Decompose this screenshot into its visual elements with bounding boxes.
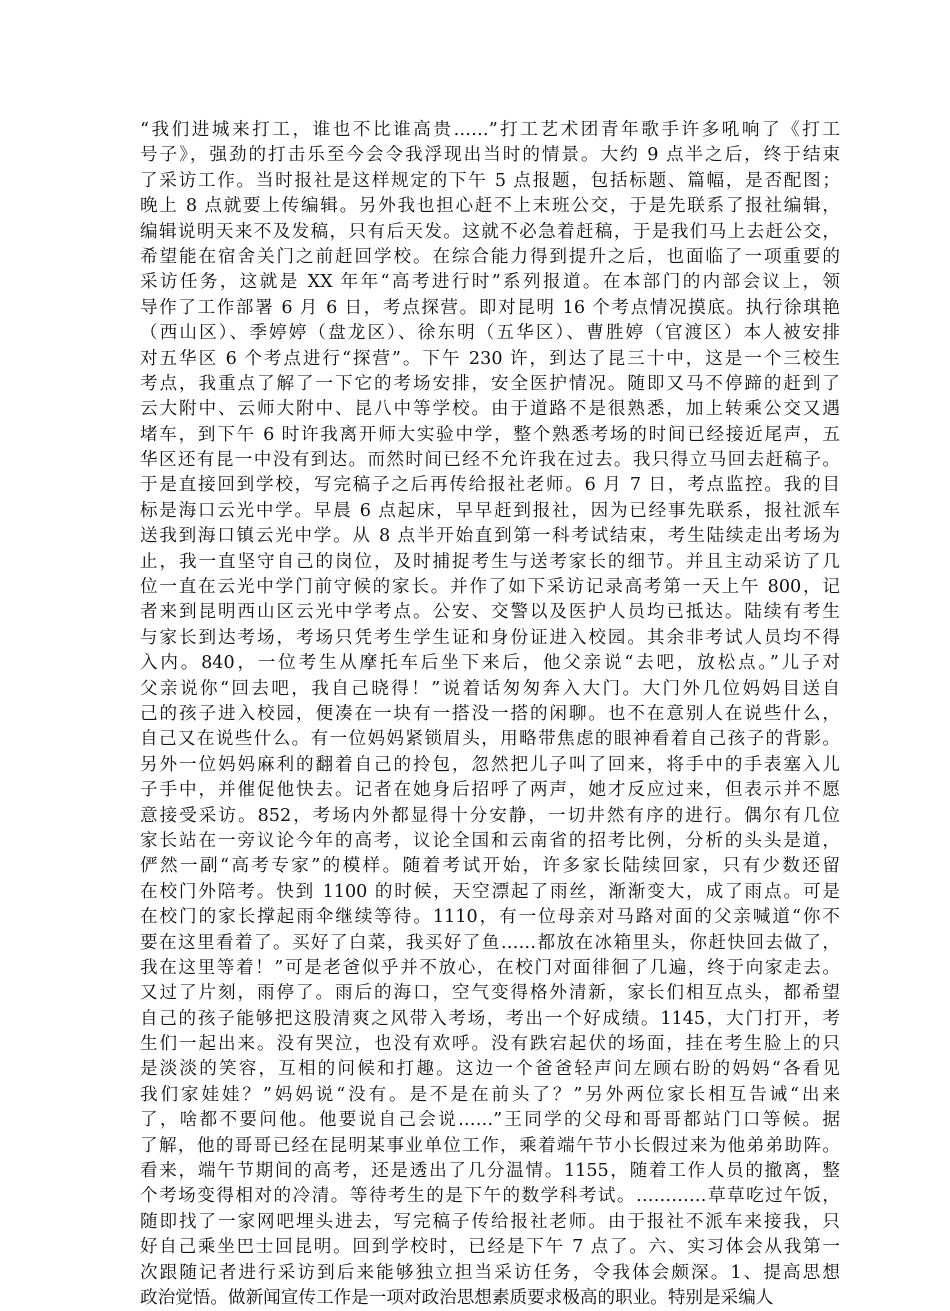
text-line: 父亲说你“回去吧，我自己晓得！”说着话匆匆奔入大门。大门外几位妈妈目送自 <box>140 678 840 699</box>
text-line: 了采访工作。当时报社是这样规定的下午 5 点报题，包括标题、篇幅，是否配图； <box>140 170 840 191</box>
text-line: 家长站在一旁议论今年的高考，议论全国和云南省的招考比例，分析的头头是道， <box>140 830 840 851</box>
text-line: 入内。840，一位考生从摩托车后坐下来后，他父亲说“去吧，放松点。”儿子对 <box>140 653 840 674</box>
text-line: 政治觉悟。做新闻宣传工作是一项对政治思想素质要求极高的职业。特别是采编人 <box>140 1287 774 1308</box>
text-line: 与家长到达考场，考场只凭考生学生证和身份证进入校园。其余非考试人员均不得 <box>140 627 840 648</box>
text-line: 意接受采访。852，考场内外都显得十分安静，一切井然有序的进行。偶尔有几位 <box>140 805 840 826</box>
text-line: 送我到海口镇云光中学。从 8 点半开始直到第一科考试结束，考生陆续走出考场为 <box>140 526 840 547</box>
text-line: （西山区）、季婷婷（盘龙区）、徐东明（五华区）、曹胜婷（官渡区）本人被安排 <box>140 323 840 344</box>
text-line: 个考场变得相对的冷清。等待考生的是下午的数学科考试。…………草草吃过午饭， <box>140 1186 840 1207</box>
text-line: 另外一位妈妈麻利的翻着自己的拎包，忽然把儿子叫了回来，将手中的手表塞入儿 <box>140 754 840 775</box>
text-line: 我在这里等着！”可是老爸似乎并不放心，在校门对面徘徊了几遍，终于向家走去。 <box>140 957 840 978</box>
text-line: 生们一起出来。没有哭泣，也没有欢呼。没有跌宕起伏的场面，挂在考生脸上的只 <box>140 1034 840 1055</box>
body-text <box>140 118 840 1311</box>
text-line: 对五华区 6 个考点进行“探营”。下午 230 许，到达了昆三十中，这是一个三校生 <box>140 348 840 369</box>
text-line: 好自己乘坐巴士回昆明。回到学校时，已经是下午 7 点了。六、实习体会从我第一 <box>140 1237 840 1258</box>
text-line: 位一直在云光中学门前守候的家长。并作了如下采访记录高考第一天上午 800，记 <box>140 577 840 598</box>
text-line: 随即找了一家网吧埋头进去，写完稿子传给报社老师。由于报社不派车来接我，只 <box>140 1211 840 1232</box>
text-line: 俨然一副“高考专家”的模样。随着考试开始，许多家长陆续回家，只有少数还留 <box>140 856 840 877</box>
text-line: 考点，我重点了解了一下它的考场安排，安全医护情况。随即又马不停蹄的赶到了 <box>140 373 840 394</box>
text-line: 又过了片刻，雨停了。雨后的海口，空气变得格外清新，家长们相互点头，都希望 <box>140 983 840 1004</box>
text-line: 号子》，强劲的打击乐至今会令我浮现出当时的情景。大约 9 点半之后，终于结束 <box>140 145 840 166</box>
text-line: 自己又在说些什么。有一位妈妈紧锁眉头，用略带焦虑的眼神看着自己孩子的背影。 <box>140 729 840 750</box>
text-line: 在校门外陪考。快到 1100 的时候，天空漂起了雨丝，渐渐变大，成了雨点。可是 <box>140 881 840 902</box>
text-line: 止，我一直坚守自己的岗位，及时捕捉考生与送考家长的细节。并且主动采访了几 <box>140 551 840 572</box>
text-line: 云大附中、云师大附中、昆八中等学校。由于道路不是很熟悉，加上转乘公交又遇 <box>140 399 840 420</box>
text-line: 希望能在宿舍关门之前赶回学校。在综合能力得到提升之后，也面临了一项重要的 <box>140 246 840 267</box>
text-line: 导作了工作部署 6 月 6 日，考点探营。即对昆明 16 个考点情况摸底。执行徐琪艳 <box>140 297 840 318</box>
text-line: 标是海口云光中学。早晨 6 点起床，早早赶到报社，因为已经事先联系，报社派车 <box>140 500 840 521</box>
text-line: 了，啥都不要问他。他要说自己会说……”王同学的父母和哥哥都站门口等候。据 <box>140 1110 840 1131</box>
text-line: 看来，端午节期间的高考，还是透出了几分温情。1155，随着工作人员的撤离，整 <box>140 1161 840 1182</box>
text-line: 堵车，到下午 6 时许我离开师大实验中学，整个熟悉考场的时间已经接近尾声，五 <box>140 424 840 445</box>
text-line: 子手中，并催促他快去。记者在她身后招呼了两声，她才反应过来，但表示并不愿 <box>140 780 840 801</box>
text-line: 己的孩子进入校园，便凑在一块有一搭没一搭的闲聊。也不在意别人在说些什么， <box>140 703 840 724</box>
text-line: 要在这里看着了。买好了白菜，我买好了鱼……都放在冰箱里头，你赶快回去做了， <box>140 932 840 953</box>
text-line: 华区还有昆一中没有到达。而然时间已经不允许我在过去。我只得立马回去赶稿子。 <box>140 450 840 471</box>
text-line: 编辑说明天来不及发稿，只有后天发。这就不必急着赶稿，于是我们马上去赶公交， <box>140 221 840 242</box>
text-line: “我们进城来打工，谁也不比谁高贵……”打工艺术团青年歌手许多吼响了《打工 <box>140 120 840 140</box>
text-line: 了解，他的哥哥已经在昆明某事业单位工作，乘着端午节小长假过来为他弟弟助阵。 <box>140 1135 840 1156</box>
text-line: 者来到昆明西山区云光中学考点。公安、交警以及医护人员均已抵达。陆续有考生 <box>140 602 840 623</box>
text-line: 我们家娃娃？”妈妈说“没有。是不是在前头了？”另外两位家长相互告诫“出来 <box>140 1084 840 1105</box>
text-line: 自己的孩子能够把这股清爽之风带入考场，考出一个好成绩。1145，大门打开，考 <box>140 1008 840 1029</box>
text-line: 晚上 8 点就要上传编辑。另外我也担心赶不上末班公交，于是先联系了报社编辑， <box>140 196 840 217</box>
text-line: 在校门的家长撑起雨伞继续等待。1110，有一位母亲对马路对面的父亲喊道“你不 <box>140 907 840 928</box>
text-line: 于是直接回到学校，写完稿子之后再传给报社老师。6 月 7 日，考点监控。我的目 <box>140 475 840 496</box>
text-line: 次跟随记者进行采访到后来能够独立担当采访任务，令我体会颇深。1、提高思想 <box>140 1262 840 1283</box>
text-line: 采访任务，这就是 XX 年年“高考进行时”系列报道。在本部门的内部会议上，领 <box>140 272 840 293</box>
text-line: 是淡淡的笑容，互相的问候和打趣。这边一个爸爸轻声问左顾右盼的妈妈“各看见 <box>140 1059 840 1080</box>
